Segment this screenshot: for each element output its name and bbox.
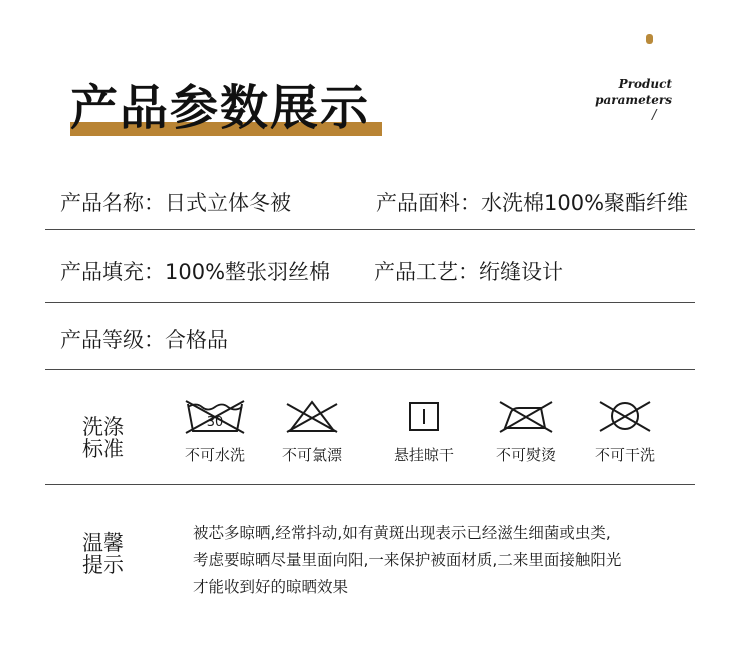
- tips-label: [79, 532, 127, 576]
- care-item-hang-dry: [379, 398, 469, 464]
- wash-30-icon: [184, 398, 246, 434]
- english-tag-line2: parameters: [595, 93, 672, 107]
- tips-text: [193, 520, 621, 601]
- divider: [45, 484, 695, 485]
- tips-line: 考虑要晾晒尽量里面向阳,一来保护被面材质,二来里面接触阳光: [193, 551, 622, 569]
- divider: [45, 369, 695, 370]
- param-grade: 产品等级：合格品: [60, 328, 228, 352]
- no-iron-icon: [497, 398, 555, 434]
- no-dry-clean-icon: [597, 398, 653, 434]
- param-fabric: 产品面料：水洗棉100%聚酯纤维: [376, 191, 689, 215]
- tips-line: 才能收到好的晾晒效果: [193, 578, 349, 596]
- hang-dry-icon: [406, 398, 442, 434]
- english-tag-slash: /: [652, 108, 657, 123]
- care-caption: 不可水洗: [184, 446, 245, 464]
- divider: [45, 229, 695, 230]
- wash-temp-text: 30: [206, 415, 224, 430]
- care-item-no-dry-clean: [580, 398, 670, 464]
- divider: [45, 302, 695, 303]
- accent-dot: [646, 34, 653, 44]
- tips-line: 被芯多晾晒,经常抖动,如有黄斑出现表示已经滋生细菌或虫类,: [193, 524, 611, 542]
- param-name: 产品名称：日式立体冬被: [60, 191, 291, 215]
- tips-label-line1: 温馨: [82, 531, 124, 555]
- page-title: 产品参数展示: [70, 80, 371, 136]
- wash-label: [79, 416, 127, 460]
- care-item-no-wash: [170, 398, 260, 464]
- care-item-no-bleach: [267, 398, 357, 464]
- care-caption: 悬挂晾干: [393, 446, 454, 464]
- wash-label-line1: 洗涤: [82, 415, 124, 439]
- english-tag-line1: Product: [618, 77, 672, 91]
- tips-label-line2: 提示: [82, 553, 124, 577]
- care-caption: 不可熨烫: [495, 446, 556, 464]
- care-caption: 不可氯漂: [281, 446, 342, 464]
- param-craft: 产品工艺：绗缝设计: [374, 260, 563, 284]
- wash-label-line2: 标准: [82, 437, 124, 461]
- english-tag: [592, 76, 672, 108]
- param-filling: 产品填充：100%整张羽丝棉: [60, 260, 331, 284]
- title-block: [70, 78, 370, 138]
- care-item-no-iron: [481, 398, 571, 464]
- no-bleach-icon: [284, 398, 340, 434]
- care-caption: 不可干洗: [594, 446, 655, 464]
